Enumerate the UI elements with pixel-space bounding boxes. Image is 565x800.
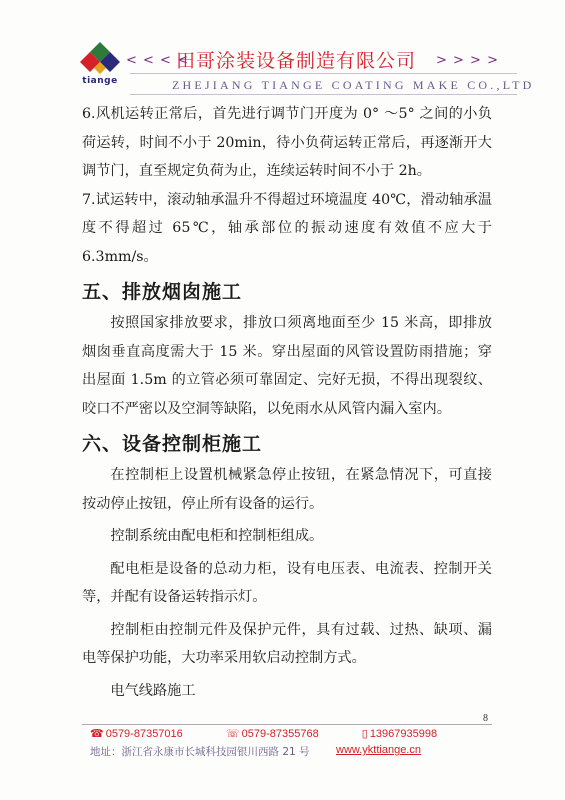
document-body xyxy=(82,100,492,705)
page-number: 8 xyxy=(483,713,488,724)
chevron-left-decoration: < < < < xyxy=(126,53,189,68)
paragraph-control-cabinet: 控制柜由控制元件及保护元件，具有过载、过热、缺项、漏电等保护功能，大功率采用软启动控制方式。 xyxy=(82,621,492,666)
letterhead-footer xyxy=(0,700,565,800)
company-logo xyxy=(78,40,122,96)
paragraph-emergency-stop: 在控制柜上设置机械紧急停止按钮，在紧急情况下，可直接按动停止按钮，停止所有设备的运行。 xyxy=(82,467,492,512)
company-name-cn: 田哥涂装设备制造有限公司 xyxy=(176,50,417,72)
company-address: 地址：浙江省永康市长城科技园银川西路 21 号 xyxy=(90,746,310,758)
chevron-right-decoration: > > > > xyxy=(436,53,499,68)
section-heading-chimney: 五、排放烟囱施工 xyxy=(82,281,243,303)
logo-wordmark: tiange xyxy=(82,76,118,86)
paragraph-chimney: 按照国家排放要求，排放口须离地面至少 15 米高，即排放烟囱垂直高度需大于 15 米。穿出屋面的风管设置防雨措施；穿出屋面 1.5m 的立管必须可靠固定、完好无损，不得出现裂纹、咬口不严密以及空洞等缺陷，以免雨水从风管内漏入室内。 xyxy=(82,315,492,417)
header-divider xyxy=(130,73,517,74)
phone-1: 0579-87357016 xyxy=(105,728,183,740)
phone-2: 0579-87355768 xyxy=(241,728,319,740)
phone-3: 13967935998 xyxy=(369,728,438,740)
paragraph-distribution-cabinet: 配电柜是设备的总动力柜，设有电压表、电流表、控制开关等，并配有设备运转指示灯。 xyxy=(82,560,492,605)
paragraph-fan-operation: 6.风机运转正常后，首先进行调节门开度为 0° ～5° 之间的小负荷运转，时间不小于 20min，待小负荷运转正常后，再逐渐开大调节门，直至规定负荷为止，连续运转时间不小于 2h。 xyxy=(82,106,492,179)
paragraph-wiring: 电气线路施工 xyxy=(110,682,196,699)
company-name-en: ZHEJIANG TIANGE COATING MAKE CO.,LTD xyxy=(172,78,535,92)
letterhead xyxy=(0,0,565,108)
mobile-icon: ▯ xyxy=(361,728,368,740)
section-heading-control-cabinet: 六、设备控制柜施工 xyxy=(82,433,263,455)
paragraph-control-system: 控制系统由配电柜和控制柜组成。 xyxy=(110,528,324,544)
footer-divider xyxy=(82,724,492,725)
logo-diamond-icon xyxy=(78,40,122,76)
fax-icon: ☏ xyxy=(225,728,240,740)
telephone-icon: ☎ xyxy=(90,728,104,740)
header-divider-lower xyxy=(130,94,517,95)
website-link[interactable]: www.ykttiange.cn xyxy=(336,744,421,756)
contact-phones xyxy=(90,727,477,740)
paragraph-trial-run: 7.试运转中，滚动轴承温升不得超过环境温度 40℃，滑动轴承温度不得超过 65℃，轴承部位的振动速度有效值不应大于 6.3mm/s。 xyxy=(82,191,492,265)
